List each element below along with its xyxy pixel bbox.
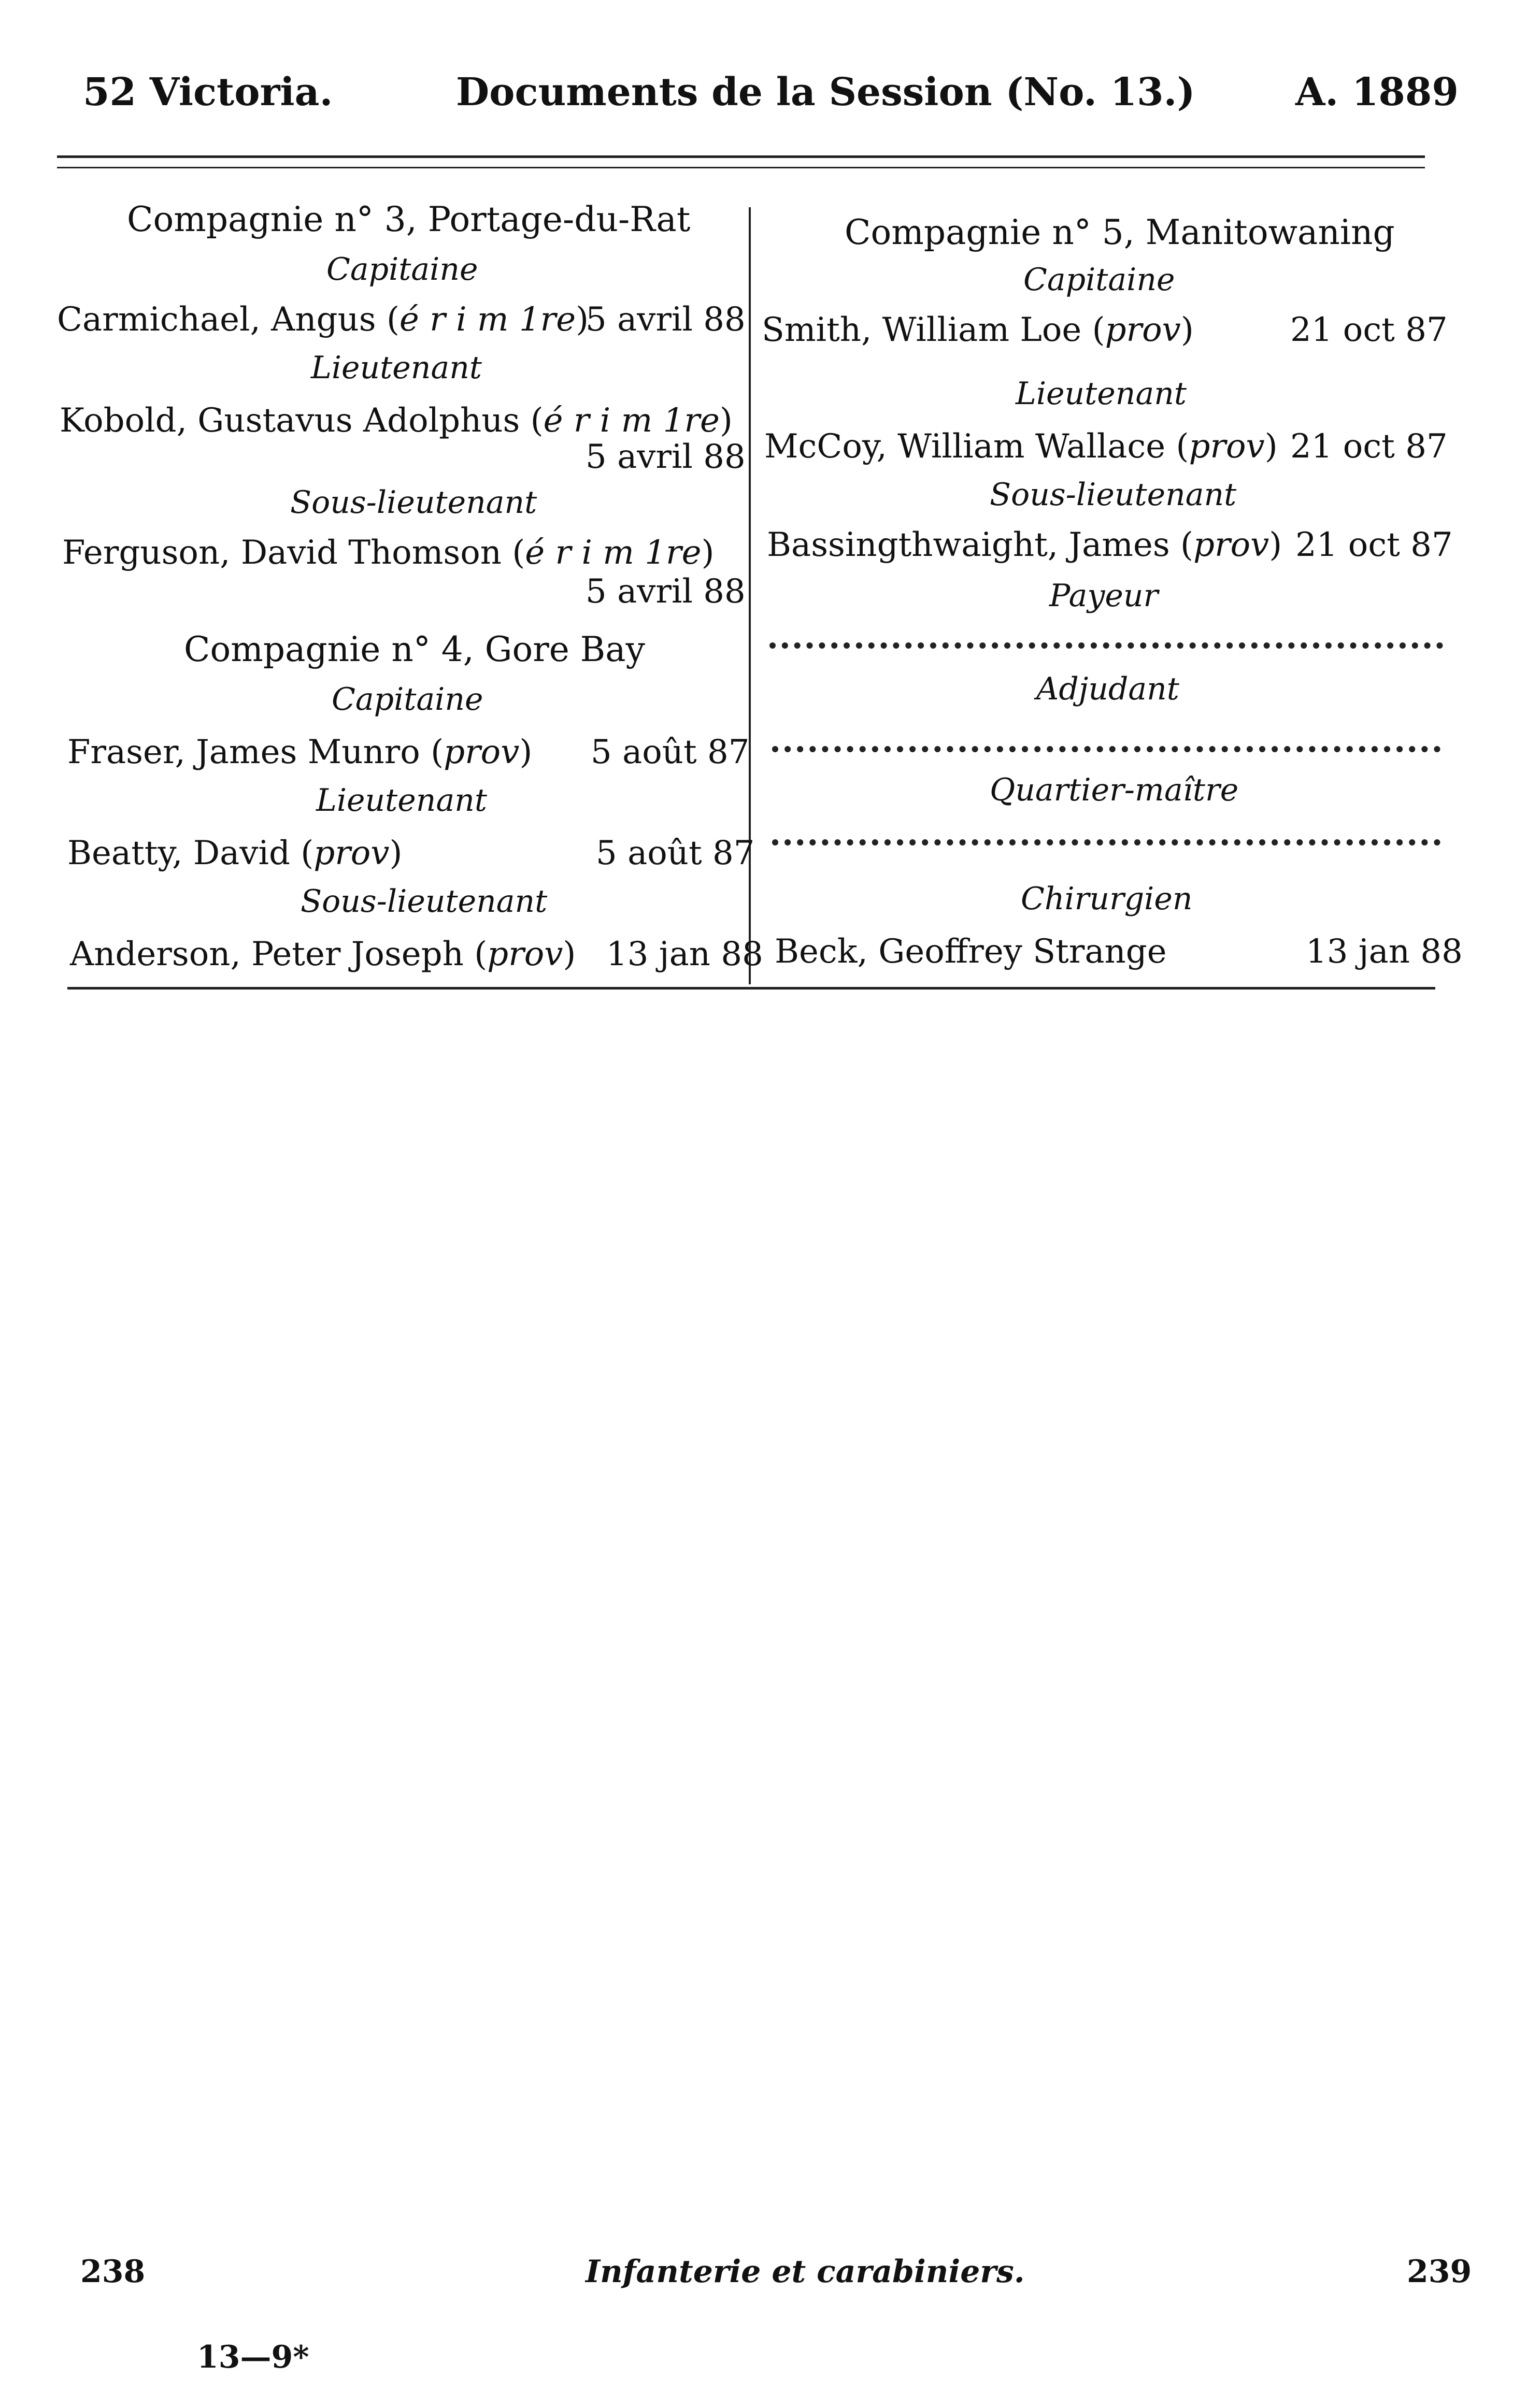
- entry-paren: ): [389, 834, 403, 872]
- company3-lieutenant-label: Lieutenant: [311, 350, 482, 386]
- signature-mark: 13—9*: [197, 2339, 309, 2375]
- entry-paren: ): [576, 300, 589, 339]
- entry-paren: ): [701, 534, 715, 572]
- entry-name: Fraser, James Munro (: [67, 733, 444, 771]
- company4-capitaine-date: 5 août 87: [591, 733, 750, 771]
- company5-sous-lieutenant-date: 21 oct 87: [1295, 526, 1453, 564]
- company5-chirurgien-label: Chirurgien: [1021, 881, 1193, 917]
- entry-qualification: prov: [313, 834, 390, 872]
- company5-capitaine-label: Capitaine: [1023, 262, 1175, 298]
- company4-lieutenant-label: Lieutenant: [316, 782, 487, 819]
- entry-name: McCoy, William Wallace (: [764, 427, 1189, 466]
- entry-name: Bassingthwaight, James (: [767, 526, 1193, 564]
- entry-paren: ): [563, 935, 576, 973]
- company4-capitaine-entry: [67, 733, 532, 771]
- company5-sous-lieutenant-entry: [767, 526, 1282, 564]
- entry-paren: ): [519, 733, 533, 771]
- entry-name: Anderson, Peter Joseph (: [70, 935, 488, 973]
- company3-capitaine-entry: [57, 300, 589, 339]
- entry-qualification: é r i m 1re: [525, 534, 702, 572]
- company4-sous-lieutenant-date: 13 jan 88: [606, 935, 763, 973]
- header-right: A. 1889: [1295, 70, 1459, 114]
- header-rule-bottom: [57, 167, 1425, 168]
- company5-sous-lieutenant-label: Sous-lieutenant: [990, 477, 1237, 513]
- entry-qualification: é r i m 1re: [543, 402, 720, 440]
- company4-title: Compagnie n° 4, Gore Bay: [184, 629, 645, 669]
- company4-lieutenant-entry: [67, 834, 402, 872]
- company5-lieutenant-entry: [764, 427, 1278, 466]
- entry-paren: ): [719, 402, 733, 440]
- company5-payeur-label: Payeur: [1049, 578, 1159, 614]
- entry-qualification: prov: [1105, 311, 1181, 349]
- header-rule-top: [57, 155, 1425, 158]
- entry-qualification: prov: [444, 733, 520, 771]
- company5-capitaine-entry: [762, 311, 1194, 349]
- entry-paren: ): [1180, 311, 1194, 349]
- company3-capitaine-label: Capitaine: [326, 251, 478, 288]
- page-number-left: 238: [80, 2254, 146, 2290]
- entry-name: Ferguson, David Thomson (: [62, 534, 525, 572]
- entry-name: Smith, William Loe (: [762, 311, 1105, 349]
- quartier-maitre-vacant-dots: [772, 839, 1440, 845]
- company3-capitaine-date: 5 avril 88: [586, 300, 746, 339]
- header-left: 52 Victoria.: [83, 70, 333, 114]
- page-number-right: 239: [1407, 2254, 1472, 2290]
- entry-qualification: prov: [1193, 526, 1269, 564]
- company5-adjudant-label: Adjudant: [1036, 671, 1179, 707]
- company3-sous-lieutenant-entry: [62, 534, 714, 572]
- company3-sous-lieutenant-label: Sous-lieutenant: [290, 484, 537, 521]
- entry-qualification: prov: [1189, 427, 1265, 466]
- company5-chirurgien-name: Beck, Geoffrey Strange: [775, 933, 1167, 971]
- company5-chirurgien-date: 13 jan 88: [1306, 933, 1463, 971]
- company4-sous-lieutenant-label: Sous-lieutenant: [301, 883, 548, 920]
- company3-sous-lieutenant-date: 5 avril 88: [586, 572, 746, 611]
- company5-title: Compagnie n° 5, Manitowaning: [845, 212, 1395, 252]
- entry-paren: ): [1269, 526, 1282, 564]
- company5-lieutenant-label: Lieutenant: [1016, 376, 1187, 412]
- entry-name: Beatty, David (: [67, 834, 314, 872]
- company3-lieutenant-entry: [60, 402, 733, 440]
- company4-capitaine-label: Capitaine: [332, 681, 483, 718]
- company5-lieutenant-date: 21 oct 87: [1290, 427, 1448, 466]
- entry-name: Carmichael, Angus (: [57, 300, 399, 339]
- entry-qualification: é r i m 1re: [399, 300, 576, 339]
- payeur-vacant-dots: [769, 642, 1443, 649]
- company3-lieutenant-date: 5 avril 88: [586, 438, 746, 476]
- table-bottom-rule: [67, 987, 1435, 990]
- entry-qualification: prov: [487, 935, 563, 973]
- footer-title: Infanterie et carabiniers.: [586, 2254, 1025, 2290]
- adjudant-vacant-dots: [772, 746, 1440, 752]
- company4-lieutenant-date: 5 août 87: [596, 834, 755, 872]
- company5-quartier-maitre-label: Quartier-maître: [990, 772, 1239, 808]
- company3-title: Compagnie n° 3, Portage-du-Rat: [127, 199, 691, 239]
- company5-capitaine-date: 21 oct 87: [1290, 311, 1448, 349]
- entry-paren: ): [1264, 427, 1278, 466]
- company4-sous-lieutenant-entry: [70, 935, 576, 973]
- entry-name: Kobold, Gustavus Adolphus (: [60, 402, 544, 440]
- header-title: Documents de la Session (No. 13.): [456, 70, 1195, 114]
